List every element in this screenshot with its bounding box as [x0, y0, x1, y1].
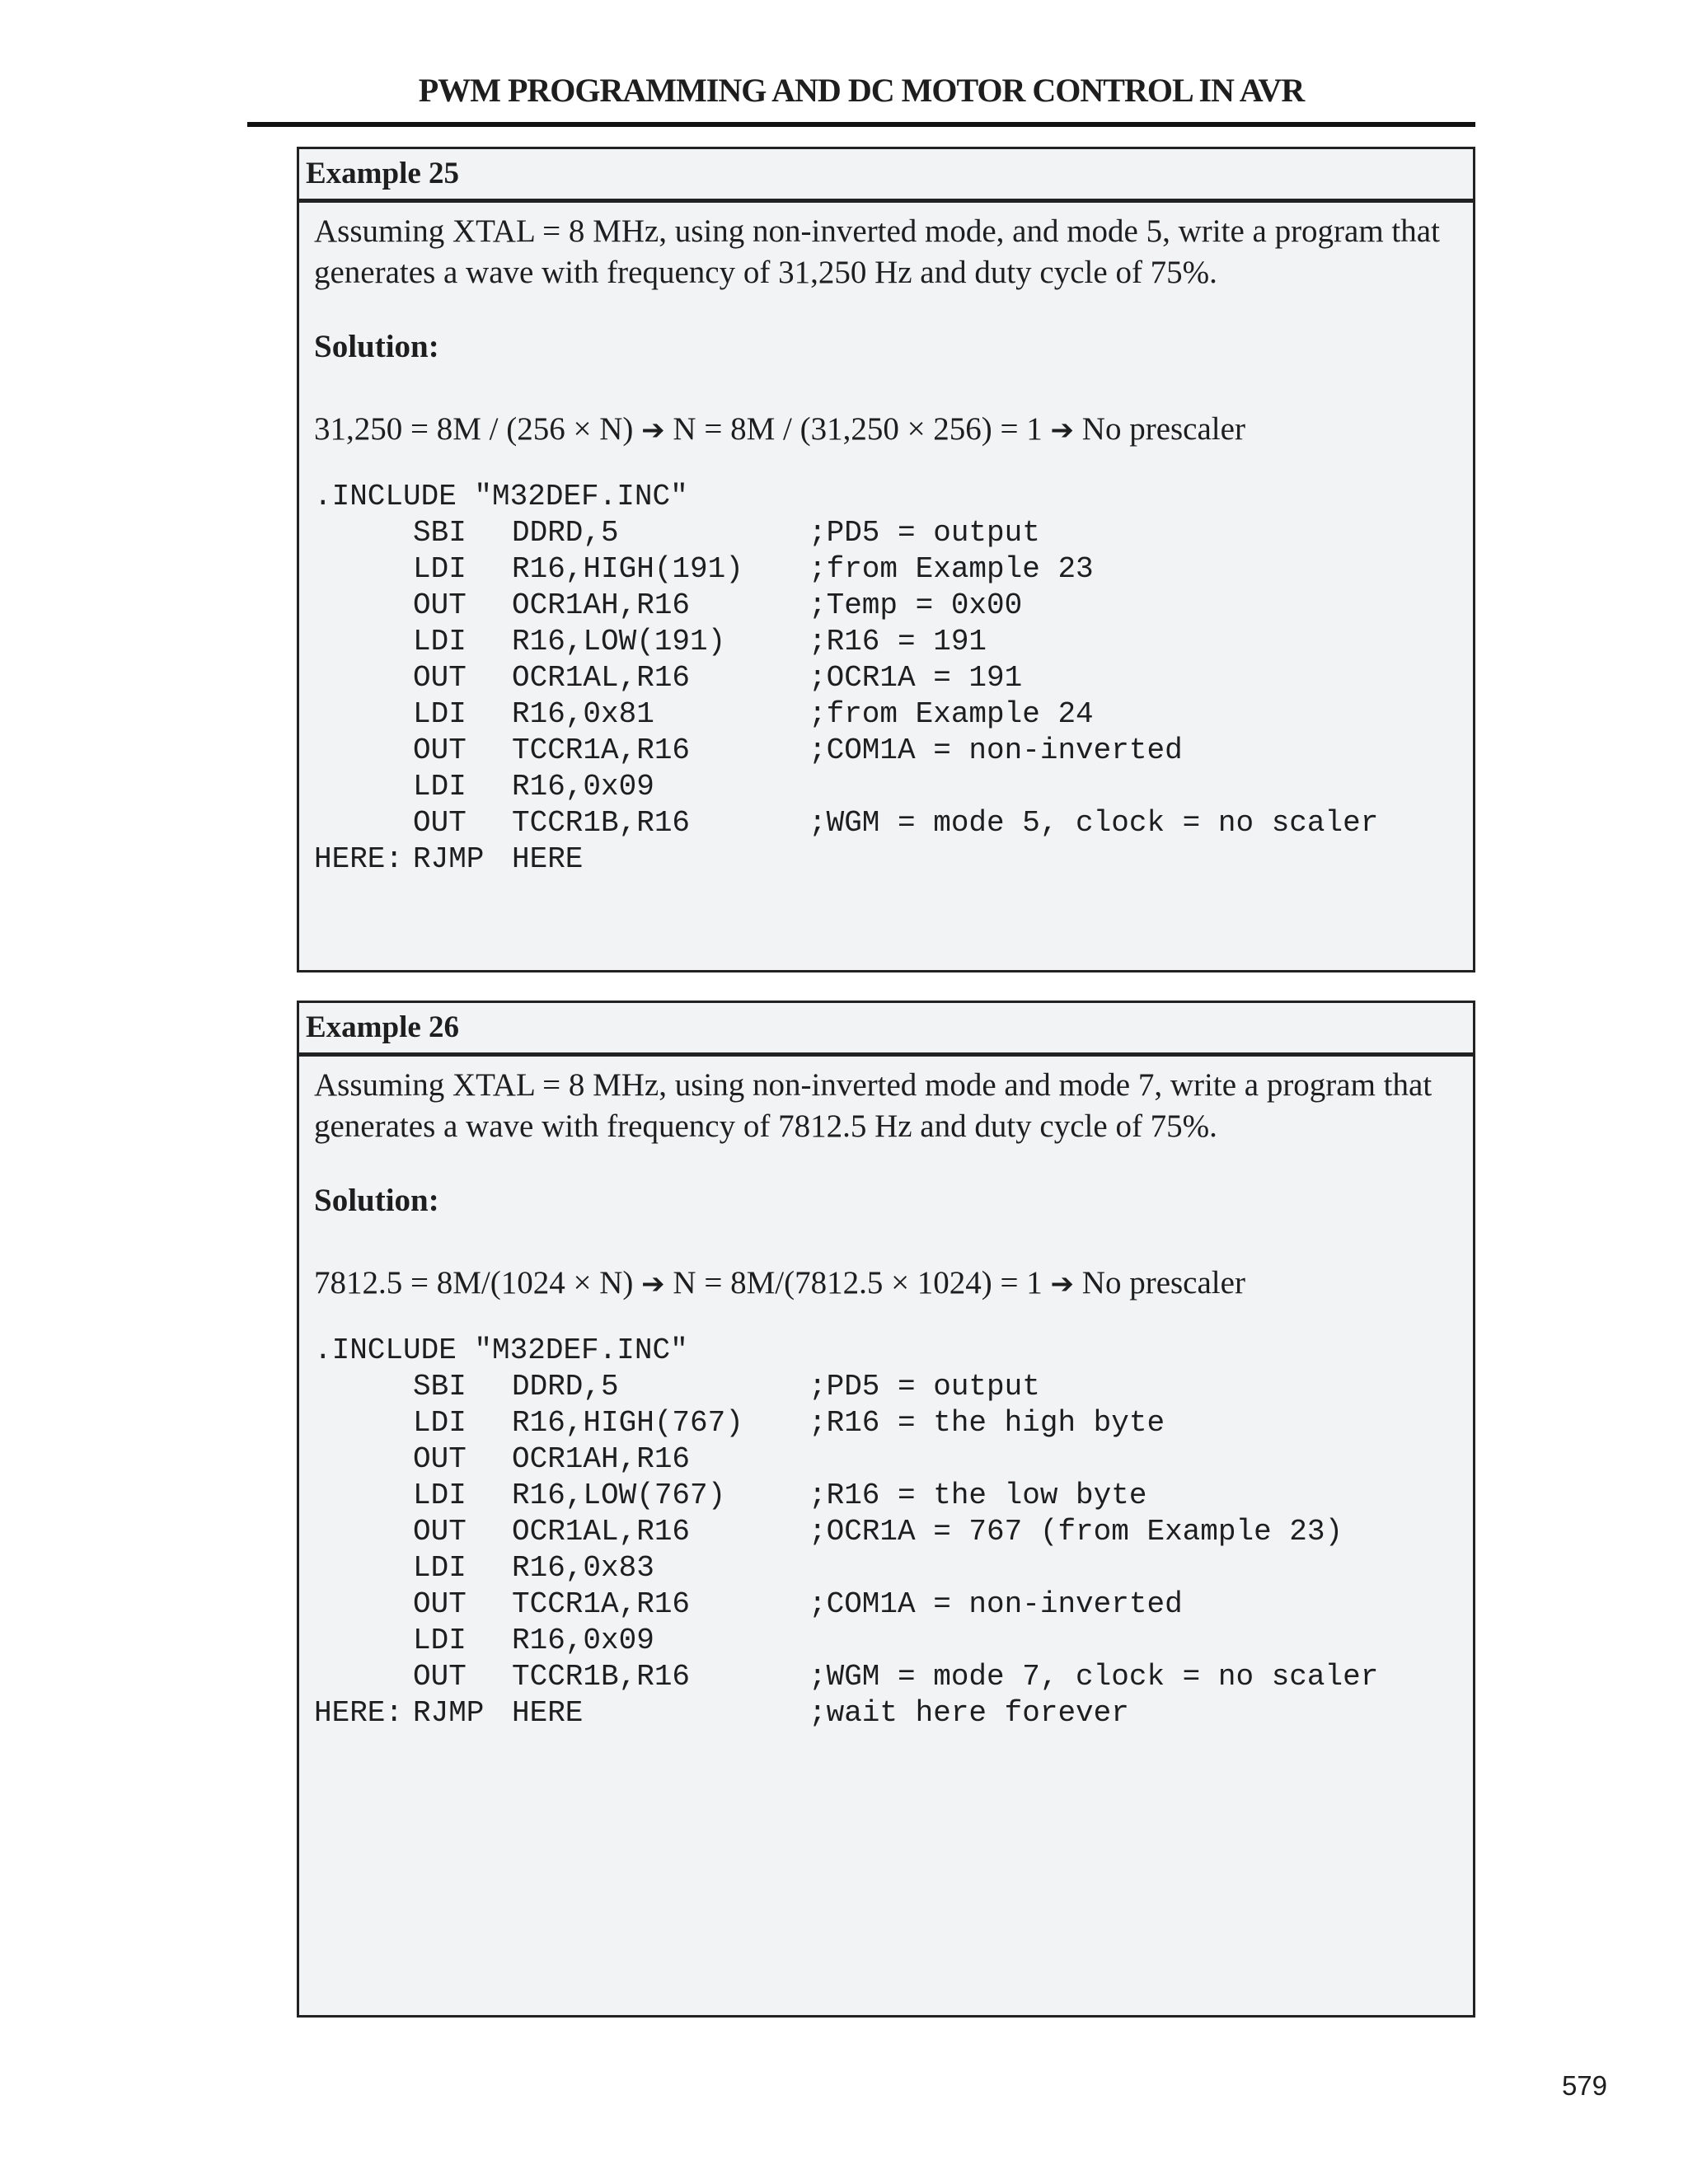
code-line — [314, 624, 1458, 660]
code-operand: HERE — [512, 842, 584, 876]
code-opcode: OUT — [413, 733, 467, 767]
code-operand: TCCR1B,R16 — [512, 1660, 691, 1694]
code-operand: DDRD,5 — [512, 1370, 619, 1404]
problem-line: Assuming XTAL = 8 MHz, using non-inverted mode and mode 7, write a program that — [314, 1067, 1432, 1103]
page-number: 579 — [1561, 2070, 1607, 2101]
right-arrow-icon: ➔ — [1050, 414, 1075, 447]
code-opcode: OUT — [413, 806, 467, 840]
example-title: Example 26 — [299, 1003, 1473, 1057]
code-operand: R16,0x83 — [512, 1551, 654, 1585]
code-opcode: OUT — [413, 588, 467, 622]
code-comment: ;wait here forever — [809, 1696, 1129, 1730]
code-line — [314, 1333, 1458, 1369]
problem-statement — [314, 1065, 1458, 1147]
code-label: .INCLUDE "M32DEF.INC" — [314, 1333, 688, 1367]
code-comment: ;WGM = mode 7, clock = no scaler — [809, 1660, 1379, 1694]
example-25-box — [297, 147, 1475, 972]
code-comment: ;OCR1A = 191 — [809, 661, 1023, 695]
code-operand: HERE — [512, 1696, 584, 1730]
code-operand: TCCR1B,R16 — [512, 806, 691, 840]
code-opcode: OUT — [413, 661, 467, 695]
code-line — [314, 1369, 1458, 1405]
problem-line: generates a wave with frequency of 31,250 Hz and duty cycle of 75%. — [314, 255, 1217, 290]
example-body — [299, 203, 1473, 878]
example-title: Example 25 — [299, 149, 1473, 203]
code-opcode: LDI — [413, 1624, 467, 1657]
code-operand: R16,HIGH(191) — [512, 552, 743, 586]
code-operand: TCCR1A,R16 — [512, 1587, 691, 1621]
equation-part: N = 8M/(7812.5 × 1024) = 1 — [673, 1265, 1043, 1301]
code-opcode: LDI — [413, 1479, 467, 1512]
right-arrow-icon: ➔ — [641, 1268, 665, 1301]
code-comment: ;R16 = the low byte — [809, 1479, 1147, 1512]
code-comment: ;R16 = the high byte — [809, 1406, 1165, 1440]
code-line — [314, 1586, 1458, 1623]
code-opcode: LDI — [413, 1551, 467, 1585]
code-line — [314, 1659, 1458, 1695]
code-opcode: OUT — [413, 1660, 467, 1694]
code-operand: R16,HIGH(767) — [512, 1406, 743, 1440]
code-comment: ;COM1A = non-inverted — [809, 1587, 1183, 1621]
code-line — [314, 1441, 1458, 1478]
code-line — [314, 805, 1458, 841]
code-line — [314, 1623, 1458, 1659]
code-listing — [314, 1333, 1458, 1732]
prescaler-equation — [314, 409, 1458, 451]
solution-label: Solution: — [314, 1183, 439, 1218]
example-body — [299, 1057, 1473, 1732]
equation-part: 7812.5 = 8M/(1024 × N) — [314, 1265, 634, 1301]
code-operand: R16,LOW(191) — [512, 625, 726, 658]
code-opcode: RJMP — [413, 1696, 485, 1730]
code-opcode: RJMP — [413, 842, 485, 876]
right-arrow-icon: ➔ — [1050, 1268, 1075, 1301]
code-opcode: SBI — [413, 516, 467, 550]
code-opcode: OUT — [413, 1587, 467, 1621]
code-opcode: OUT — [413, 1515, 467, 1549]
code-comment: ;R16 = 191 — [809, 625, 987, 658]
code-operand: OCR1AH,R16 — [512, 588, 691, 622]
code-line — [314, 479, 1458, 515]
code-line — [314, 1695, 1458, 1732]
code-line — [314, 1478, 1458, 1514]
equation-part: N = 8M / (31,250 × 256) = 1 — [673, 411, 1043, 447]
code-label: .INCLUDE "M32DEF.INC" — [314, 480, 688, 513]
code-line — [314, 769, 1458, 805]
code-listing — [314, 479, 1458, 878]
header-rule — [247, 122, 1475, 127]
code-line — [314, 696, 1458, 733]
code-label: HERE: — [314, 1696, 404, 1730]
running-head: PWM PROGRAMMING AND DC MOTOR CONTROL IN AVR — [418, 72, 1305, 109]
right-arrow-icon: ➔ — [641, 414, 665, 447]
prescaler-equation — [314, 1263, 1458, 1305]
code-comment: ;WGM = mode 5, clock = no scaler — [809, 806, 1379, 840]
code-comment: ;Temp = 0x00 — [809, 588, 1023, 622]
code-operand: OCR1AL,R16 — [512, 1515, 691, 1549]
code-line — [314, 733, 1458, 769]
code-comment: ;from Example 24 — [809, 697, 1094, 731]
code-line — [314, 551, 1458, 588]
code-comment: ;COM1A = non-inverted — [809, 733, 1183, 767]
code-comment: ;PD5 = output — [809, 516, 1040, 550]
code-operand: R16,0x09 — [512, 1624, 654, 1657]
code-comment: ;OCR1A = 767 (from Example 23) — [809, 1515, 1343, 1549]
code-line — [314, 660, 1458, 696]
code-opcode: LDI — [413, 770, 467, 804]
code-operand: R16,LOW(767) — [512, 1479, 726, 1512]
equation-part: 31,250 = 8M / (256 × N) — [314, 411, 634, 447]
code-opcode: SBI — [413, 1370, 467, 1404]
code-line — [314, 1550, 1458, 1586]
code-operand: R16,0x09 — [512, 770, 654, 804]
code-opcode: LDI — [413, 1406, 467, 1440]
problem-line: Assuming XTAL = 8 MHz, using non-inverted mode, and mode 5, write a program that — [314, 213, 1440, 249]
code-opcode: LDI — [413, 697, 467, 731]
code-line — [314, 1405, 1458, 1441]
code-opcode: LDI — [413, 552, 467, 586]
code-operand: OCR1AL,R16 — [512, 661, 691, 695]
equation-part: No prescaler — [1081, 1265, 1245, 1301]
code-operand: OCR1AH,R16 — [512, 1442, 691, 1476]
code-line — [314, 588, 1458, 624]
code-operand: TCCR1A,R16 — [512, 733, 691, 767]
code-line — [314, 1514, 1458, 1550]
code-label: HERE: — [314, 842, 404, 876]
solution-label: Solution: — [314, 329, 439, 364]
code-operand: DDRD,5 — [512, 516, 619, 550]
code-comment: ;PD5 = output — [809, 1370, 1040, 1404]
code-line — [314, 841, 1458, 878]
code-comment: ;from Example 23 — [809, 552, 1094, 586]
code-opcode: LDI — [413, 625, 467, 658]
code-opcode: OUT — [413, 1442, 467, 1476]
problem-line: generates a wave with frequency of 7812.5 Hz and duty cycle of 75%. — [314, 1108, 1217, 1144]
equation-part: No prescaler — [1081, 411, 1245, 447]
code-line — [314, 515, 1458, 551]
code-operand: R16,0x81 — [512, 697, 654, 731]
problem-statement — [314, 211, 1458, 293]
example-26-box — [297, 1001, 1475, 2018]
